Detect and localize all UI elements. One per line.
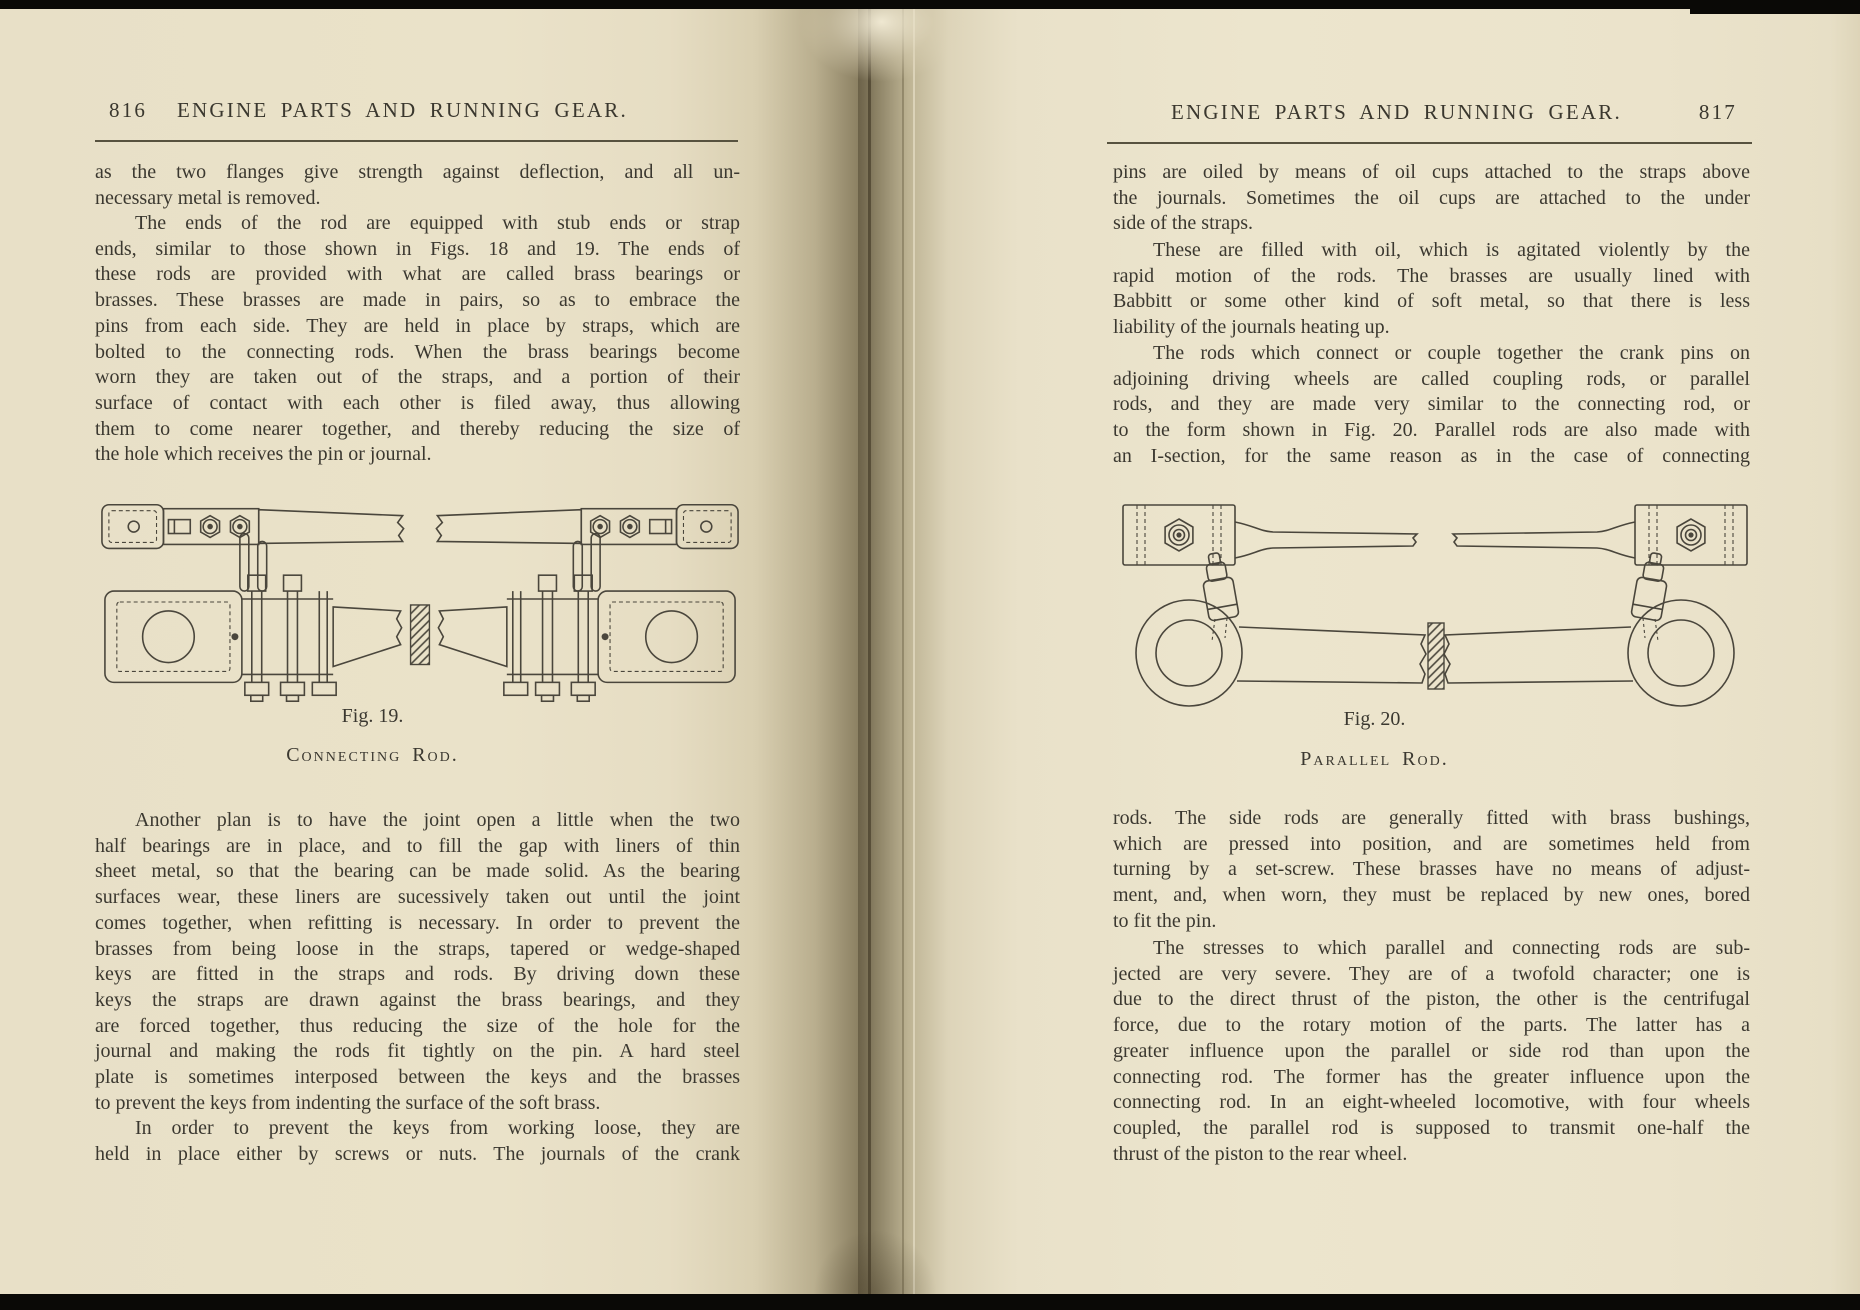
- paragraph: [95, 160, 740, 211]
- right-header-rule: [1107, 142, 1752, 144]
- paragraph: [1113, 341, 1750, 470]
- scan-edge-top-right: [1690, 0, 1860, 14]
- left-page-header: [95, 98, 740, 126]
- text-line: jected are very severe. They are of a twofold character; one is: [1113, 962, 1750, 985]
- text-line: greater influence upon the parallel or side rod than upon the: [1113, 1039, 1750, 1062]
- text-line: half bearings are in place, and to fill the gap with liners of thin: [95, 834, 740, 857]
- text-line: bolted to the connecting rods. When the brass bearings become: [95, 340, 740, 363]
- text-line: to prevent the keys from indenting the surface of the soft brass.: [95, 1091, 601, 1114]
- text-line: coupled, the parallel rod is supposed to transmit one-half the: [1113, 1116, 1750, 1139]
- text-line: keys the straps are drawn against the brass bearings, and they: [95, 988, 740, 1011]
- text-line: The stresses to which parallel and connecting rods are sub-: [1153, 937, 1750, 959]
- text-line: necessary metal is removed.: [95, 186, 321, 209]
- text-line: journal and making the rods fit tightly on the pin. A hard steel: [95, 1040, 740, 1063]
- paragraph: [1113, 238, 1750, 341]
- text-line: These are filled with oil, which is agitated violently by the: [1153, 239, 1750, 261]
- text-line: them to come nearer together, and thereby reducing the size of: [95, 417, 740, 440]
- text-line: to fit the pin.: [1113, 909, 1217, 932]
- text-line: force, due to the rotary motion of the parts. The latter has a: [1113, 1014, 1750, 1037]
- text-line: to the form shown in Fig. 20. Parallel rods are also made with: [1113, 419, 1750, 442]
- text-line: sheet metal, so that the bearing can be made solid. As the bearing: [95, 860, 740, 883]
- figure-20-parallel-rod-drawing: [1115, 495, 1755, 710]
- text-line: an I-section, for the same reason as in the case of connecting: [1113, 444, 1750, 467]
- text-line: rods. The side rods are generally fitted with brass bushings,: [1113, 807, 1750, 829]
- text-line: pins are oiled by means of oil cups attached to the straps above: [1113, 161, 1750, 183]
- text-line: worn they are taken out of the straps, and a portion of their: [95, 366, 740, 389]
- text-line: connecting rod. The former has the greater influence upon the: [1113, 1065, 1750, 1088]
- text-line: rapid motion of the rods. The brasses are usually lined with: [1113, 264, 1750, 287]
- text-line: side of the straps.: [1113, 212, 1253, 235]
- scan-edge-bottom: [0, 1294, 1860, 1310]
- text-line: pins from each side. They are held in place by straps, which are: [95, 314, 740, 337]
- text-line: held in place either by screws or nuts. The journals of the crank: [95, 1142, 740, 1165]
- right-page-number: 817: [1698, 100, 1737, 124]
- paragraph: [1113, 936, 1750, 1167]
- text-line: liability of the journals heating up.: [1113, 316, 1390, 339]
- paragraph: [95, 1116, 740, 1167]
- right-page-header: [1113, 100, 1750, 128]
- scan-edge-top: [0, 0, 1860, 9]
- page-edge-highlight: [913, 9, 915, 1294]
- left-page-number: 816: [109, 98, 148, 122]
- left-running-title: ENGINE PARTS AND RUNNING GEAR.: [177, 98, 628, 122]
- paragraph: [1113, 806, 1750, 935]
- text-line: turning by a set-screw. These brasses have no means of adjust-: [1113, 858, 1750, 881]
- figure-19-connecting-rod-drawing: [95, 495, 745, 705]
- left-header-rule: [95, 140, 738, 142]
- text-line: the hole which receives the pin or journal.: [95, 443, 432, 466]
- text-line: these rods are provided with what are called brass bearings or: [95, 263, 740, 286]
- right-running-title: ENGINE PARTS AND RUNNING GEAR.: [1171, 100, 1622, 124]
- text-line: adjoining driving wheels are called coupling rods, or parallel: [1113, 367, 1750, 390]
- text-line: which are pressed into position, and are sometimes held from: [1113, 832, 1750, 855]
- paragraph: [1113, 160, 1750, 237]
- text-line: comes together, when refitting is necessary. In order to prevent the: [95, 911, 740, 934]
- text-line: rods, and they are made very similar to the connecting rod, or: [1113, 393, 1750, 416]
- gutter-crease: [902, 9, 904, 1294]
- text-line: Another plan is to have the joint open a little when the two: [135, 809, 740, 831]
- text-line: plate is sometimes interposed between the keys and the brasses: [95, 1066, 740, 1089]
- text-line: connecting rod. In an eight-wheeled locomotive, with four wheels: [1113, 1091, 1750, 1114]
- text-line: surfaces wear, these liners are sucessively taken out until the joint: [95, 886, 740, 909]
- text-line: Babbitt or some other kind of soft metal, so that there is less: [1113, 290, 1750, 313]
- gutter-top-fold: [780, 9, 965, 169]
- text-line: brasses from being loose in the straps, tapered or wedge-shaped: [95, 937, 740, 960]
- text-line: The ends of the rod are equipped with stub ends or strap: [135, 212, 740, 234]
- text-line: the journals. Sometimes the oil cups are attached to the under: [1113, 186, 1750, 209]
- text-line: keys are fitted in the straps and rods. By driving down these: [95, 963, 740, 986]
- gutter-bottom-shadow: [795, 1164, 955, 1294]
- gutter-crease: [868, 9, 871, 1294]
- text-line: surface of contact with each other is filed away, thus allowing: [95, 391, 740, 414]
- text-line: due to the direct thrust of the piston, the other is the centrifugal: [1113, 988, 1750, 1011]
- text-line: In order to prevent the keys from working loose, they are: [135, 1117, 740, 1139]
- text-line: are forced together, thus reducing the size of the hole for the: [95, 1014, 740, 1037]
- text-line: ends, similar to those shown in Figs. 18 and 19. The ends of: [95, 237, 740, 260]
- text-line: The rods which connect or couple together the crank pins on: [1153, 342, 1750, 364]
- figure-20-caption: Parallel Rod.: [1300, 748, 1449, 770]
- figure-19-caption: Connecting Rod.: [286, 744, 459, 766]
- text-line: thrust of the piston to the rear wheel.: [1113, 1142, 1408, 1165]
- figure-19-label: Fig. 19.: [341, 705, 404, 727]
- figure-20-label: Fig. 20.: [1343, 708, 1406, 730]
- paragraph: [95, 808, 740, 1116]
- text-line: as the two flanges give strength against deflection, and all un-: [95, 161, 740, 183]
- text-line: ment, and, when worn, they must be replaced by new ones, bored: [1113, 884, 1750, 907]
- text-line: brasses. These brasses are made in pairs, so as to embrace the: [95, 289, 740, 312]
- paragraph: [95, 211, 740, 468]
